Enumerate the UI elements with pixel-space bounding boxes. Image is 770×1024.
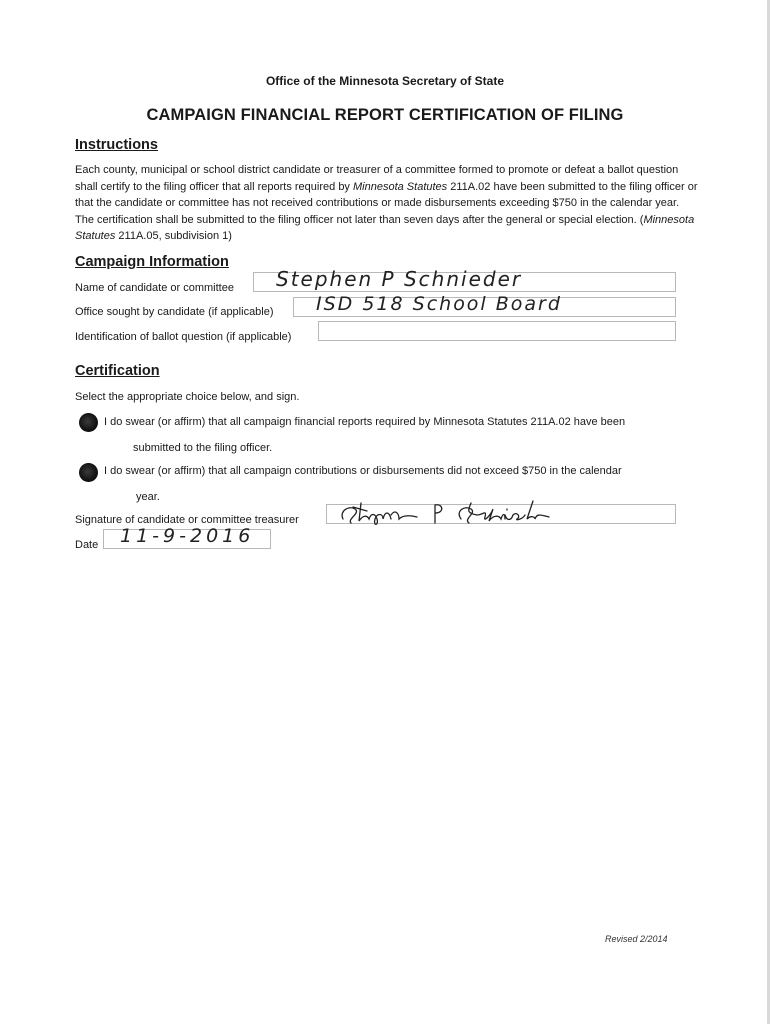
choice-1-text-line2: submitted to the filing officer. bbox=[133, 442, 273, 454]
office-header: Office of the Minnesota Secretary of State bbox=[265, 74, 505, 88]
statute-citation-1: Minnesota Statutes bbox=[353, 180, 448, 193]
instructions-text-part2: 211A.02 have been submitted to the filing officer or that the candidate or committee has not received contributions or made disbursements exceeding $750 in the calendar year. The certification shall be submitted to the filing officer not later than seven days after the general or special election. ( bbox=[75, 180, 698, 226]
choice-2-radio-filled[interactable] bbox=[79, 463, 98, 482]
date-label: Date bbox=[75, 539, 99, 551]
office-sought-field[interactable] bbox=[293, 293, 676, 317]
date-field[interactable] bbox=[103, 525, 271, 549]
office-sought-value: ISD 518 School Board bbox=[316, 293, 562, 315]
campaign-info-heading: Campaign Information bbox=[75, 254, 229, 270]
office-sought-label: Office sought by candidate (if applicable) bbox=[75, 306, 274, 318]
choice-2-text-line1: I do swear (or affirm) that all campaign contributions or disbursements did not exceed $750 in the calendar bbox=[104, 465, 622, 477]
certification-instruction: Select the appropriate choice below, and sign. bbox=[75, 391, 300, 403]
signature-value bbox=[327, 505, 328, 506]
instructions-text-part3: 211A.05, subdivision 1) bbox=[115, 230, 232, 242]
statute-citation-2: Minnesota Statutes bbox=[75, 213, 695, 242]
ballot-question-field[interactable] bbox=[318, 321, 676, 341]
ballot-question-label: Identification of ballot question (if applicable) bbox=[75, 331, 292, 343]
form-title: CAMPAIGN FINANCIAL REPORT CERTIFICATION OF FILING bbox=[146, 106, 624, 124]
signature-image bbox=[337, 497, 577, 527]
candidate-name-field[interactable] bbox=[253, 267, 676, 292]
instructions-text-part1: Each county, municipal or school district candidate or treasurer of a committee formed to promote or defeat a ballot question shall certify to the filing officer that all reports required by bbox=[75, 164, 679, 193]
revision-note: Revised 2/2014 bbox=[605, 934, 668, 944]
instructions-text bbox=[75, 162, 700, 245]
signature-label: Signature of candidate or committee treasurer bbox=[75, 514, 299, 526]
choice-1-radio-filled[interactable] bbox=[79, 413, 98, 432]
choice-1-text-line1: I do swear (or affirm) that all campaign financial reports required by Minnesota Statutes 211A.02 have been bbox=[104, 416, 626, 428]
certification-heading: Certification bbox=[75, 363, 160, 379]
date-value: 11-9-2016 bbox=[120, 525, 255, 547]
candidate-name-label: Name of candidate or committee bbox=[75, 282, 234, 294]
instructions-heading: Instructions bbox=[75, 137, 158, 153]
choice-2-text-line2: year. bbox=[136, 491, 160, 503]
signature-field[interactable] bbox=[326, 504, 676, 524]
candidate-name-value: Stephen P Schnieder bbox=[276, 267, 523, 291]
